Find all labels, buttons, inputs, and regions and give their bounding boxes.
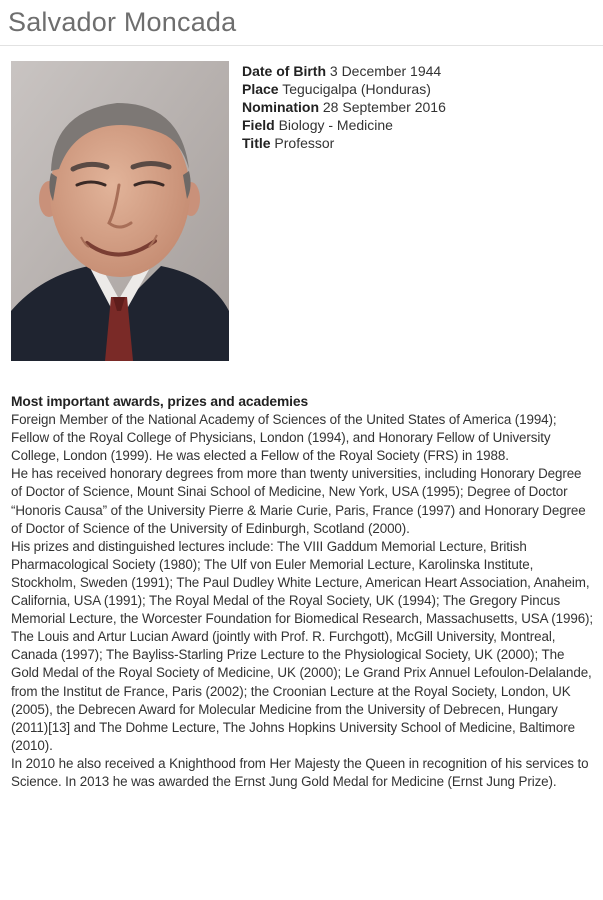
bio-paragraph-knighthood: In 2010 he also received a Knighthood from Her Majesty the Queen in recognition of his services to Science. In 2013 he was awarded the Ernst Jung Gold Medal for Medicine (Ernst Jung Prize).: [11, 755, 589, 789]
page-title: Salvador Moncada: [8, 7, 237, 37]
fact-label: Title: [242, 135, 271, 151]
fact-value: Tegucigalpa (Honduras): [282, 81, 431, 97]
fact-date-of-birth: [242, 62, 592, 80]
bio-paragraph-memberships: Foreign Member of the National Academy of Sciences of the United States of America (1994); Fellow of the Royal College of Physicians, London (1994), and Honorary Fellow of University College, London (1999). He was elected a Fellow of the Royal Society (FRS) in 1988.: [11, 412, 557, 464]
fact-field: [242, 116, 592, 134]
fact-nomination: [242, 98, 592, 116]
fact-value: 3 December 1944: [329, 63, 442, 79]
fact-place: [242, 80, 592, 98]
awards-section: [11, 393, 595, 791]
fact-label: Nomination: [242, 99, 319, 115]
bio-paragraph-prizes-lectures: His prizes and distinguished lectures include: The VIII Gaddum Memorial Lecture, British Pharmacological Society (1980); The Ulf von Euler Memorial Lecture, Karolinska Institute, Stockholm, Sweden (1991); The Paul Dudley White Lecture, American Heart Association, Anaheim, California, USA (1991); The Royal Medal of the Royal Society, UK (1994); The Gregory Pincus Memorial Lecture, the Worcester Foundation for Biomedical Research, Massachusetts, USA (1996); The Louis and Artur Lucian Award (jointly with Prof. R. Furchgott), McGill University, Montreal, Canada (1997); The Bayliss-Starling Prize Lecture to the Physiological Society, UK (2000); The Gold Medal of the Royal Society of Medicine, UK (2000); Le Grand Prix Annuel Lefoulon-Delalande, from the Institut de France, Paris (2002); the Croonian Lecture at the Royal Society, London, UK (2005), the Debrecen Award for Molecular Medicine from the University of Debrecen, Hungary (2011)[13] and The Dohme Lecture, The Johns Hopkins University School of Medicine, Baltimore (2010).: [11, 538, 594, 753]
page-header: [0, 0, 603, 46]
fact-label: Place: [242, 81, 279, 97]
portrait-photo: [11, 61, 229, 361]
personal-details: [242, 62, 592, 152]
bio-paragraph-honorary-degrees: He has received honorary degrees from more than twenty universities, including Honorary Degree of Doctor of Science, Mount Sinai School of Medicine, New York, USA (1995); Degree of Doctor “Honoris Causa” of the University Pierre & Marie Curie, Paris, France (1997) and Honorary Degree of Doctor of Science of the University of Edinburgh, Scotland (2000).: [11, 466, 586, 536]
fact-title: [242, 134, 592, 152]
fact-value: Professor: [274, 135, 335, 151]
awards-heading: Most important awards, prizes and academies: [11, 394, 309, 409]
fact-value: 28 September 2016: [322, 99, 446, 115]
fact-value: Biology - Medicine: [278, 117, 393, 133]
fact-label: Field: [242, 117, 275, 133]
fact-label: Date of Birth: [242, 63, 326, 79]
